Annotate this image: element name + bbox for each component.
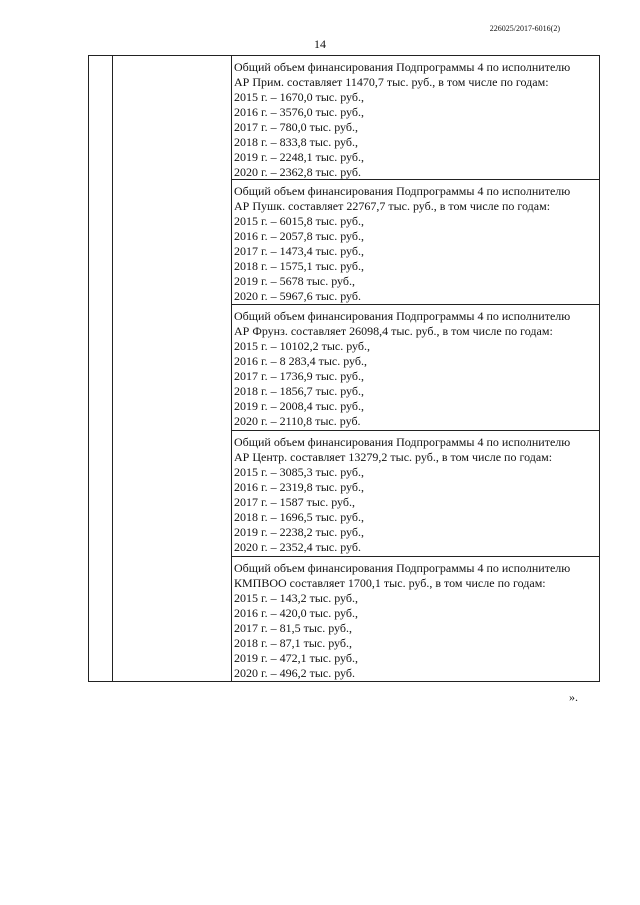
year-amount-line: 2019 г. – 472,1 тыс. руб., bbox=[234, 651, 358, 665]
year-amount-line: 2020 г. – 2362,8 тыс. руб. bbox=[234, 165, 361, 179]
year-amount-line: 2015 г. – 3085,3 тыс. руб., bbox=[234, 465, 364, 479]
year-amount-line: 2017 г. – 1473,4 тыс. руб., bbox=[234, 244, 364, 258]
block-intro-line: Общий объем финансирования Подпрограммы 4 по исполнителю bbox=[234, 60, 571, 74]
year-amount-line: 2020 г. – 2110,8 тыс. руб. bbox=[234, 414, 361, 428]
year-amount-line: 2019 г. – 2238,2 тыс. руб., bbox=[234, 525, 364, 539]
year-amount-line: 2019 г. – 2248,1 тыс. руб., bbox=[234, 150, 364, 164]
year-amount-line: 2018 г. – 833,8 тыс. руб., bbox=[234, 135, 358, 149]
block-total-line: АР Центр. составляет 13279,2 тыс. руб., в том числе по годам: bbox=[234, 450, 553, 464]
year-amount-line: 2018 г. – 87,1 тыс. руб., bbox=[234, 636, 352, 650]
year-amount-line: 2020 г. – 5967,6 тыс. руб. bbox=[234, 289, 361, 303]
year-amount-line: 2017 г. – 81,5 тыс. руб., bbox=[234, 621, 352, 635]
block-intro-line: Общий объем финансирования Подпрограммы 4 по исполнителю bbox=[234, 561, 571, 575]
block-total-line: КМПВОО составляет 1700,1 тыс. руб., в том числе по годам: bbox=[234, 576, 546, 590]
year-amount-line: 2016 г. – 8 283,4 тыс. руб., bbox=[234, 354, 367, 368]
year-amount-line: 2018 г. – 1696,5 тыс. руб., bbox=[234, 510, 364, 524]
year-amount-line: 2019 г. – 2008,4 тыс. руб., bbox=[234, 399, 364, 413]
block-total-line: АР Прим. составляет 11470,7 тыс. руб., в том числе по годам: bbox=[234, 75, 549, 89]
year-amount-line: 2015 г. – 10102,2 тыс. руб., bbox=[234, 339, 370, 353]
year-amount-line: 2020 г. – 496,2 тыс. руб. bbox=[234, 666, 355, 680]
year-amount-line: 2017 г. – 1587 тыс. руб., bbox=[234, 495, 355, 509]
year-amount-line: 2017 г. – 1736,9 тыс. руб., bbox=[234, 369, 364, 383]
financing-block bbox=[231, 556, 599, 681]
year-amount-line: 2015 г. – 1670,0 тыс. руб., bbox=[234, 90, 364, 104]
block-intro-line: Общий объем финансирования Подпрограммы 4 по исполнителю bbox=[234, 309, 571, 323]
block-intro-line: Общий объем финансирования Подпрограммы 4 по исполнителю bbox=[234, 184, 571, 198]
year-amount-line: 2015 г. – 143,2 тыс. руб., bbox=[234, 591, 358, 605]
year-amount-line: 2017 г. – 780,0 тыс. руб., bbox=[234, 120, 358, 134]
block-total-line: АР Фрунз. составляет 26098,4 тыс. руб., в том числе по годам: bbox=[234, 324, 553, 338]
year-amount-line: 2019 г. – 5678 тыс. руб., bbox=[234, 274, 355, 288]
year-amount-line: 2016 г. – 2319,8 тыс. руб., bbox=[234, 480, 364, 494]
year-amount-line: 2018 г. – 1575,1 тыс. руб., bbox=[234, 259, 364, 273]
financing-block bbox=[231, 304, 599, 429]
block-total-line: АР Пушк. составляет 22767,7 тыс. руб., в том числе по годам: bbox=[234, 199, 551, 213]
year-amount-line: 2018 г. – 1856,7 тыс. руб., bbox=[234, 384, 364, 398]
page-number: 14 bbox=[314, 37, 326, 51]
year-amount-line: 2015 г. – 6015,8 тыс. руб., bbox=[234, 214, 364, 228]
column-divider-1 bbox=[112, 56, 113, 681]
financing-block bbox=[231, 430, 599, 555]
financing-block bbox=[231, 56, 599, 180]
year-amount-line: 2016 г. – 420,0 тыс. руб., bbox=[234, 606, 358, 620]
year-amount-line: 2016 г. – 2057,8 тыс. руб., bbox=[234, 229, 364, 243]
closing-quote: ». bbox=[569, 690, 578, 704]
block-intro-line: Общий объем финансирования Подпрограммы 4 по исполнителю bbox=[234, 435, 571, 449]
financing-block bbox=[231, 179, 599, 304]
financing-table bbox=[88, 55, 600, 682]
document-id: 226025/2017-6016(2) bbox=[489, 24, 560, 33]
year-amount-line: 2016 г. – 3576,0 тыс. руб., bbox=[234, 105, 364, 119]
year-amount-line: 2020 г. – 2352,4 тыс. руб. bbox=[234, 540, 361, 554]
financing-content-cell bbox=[231, 56, 599, 681]
